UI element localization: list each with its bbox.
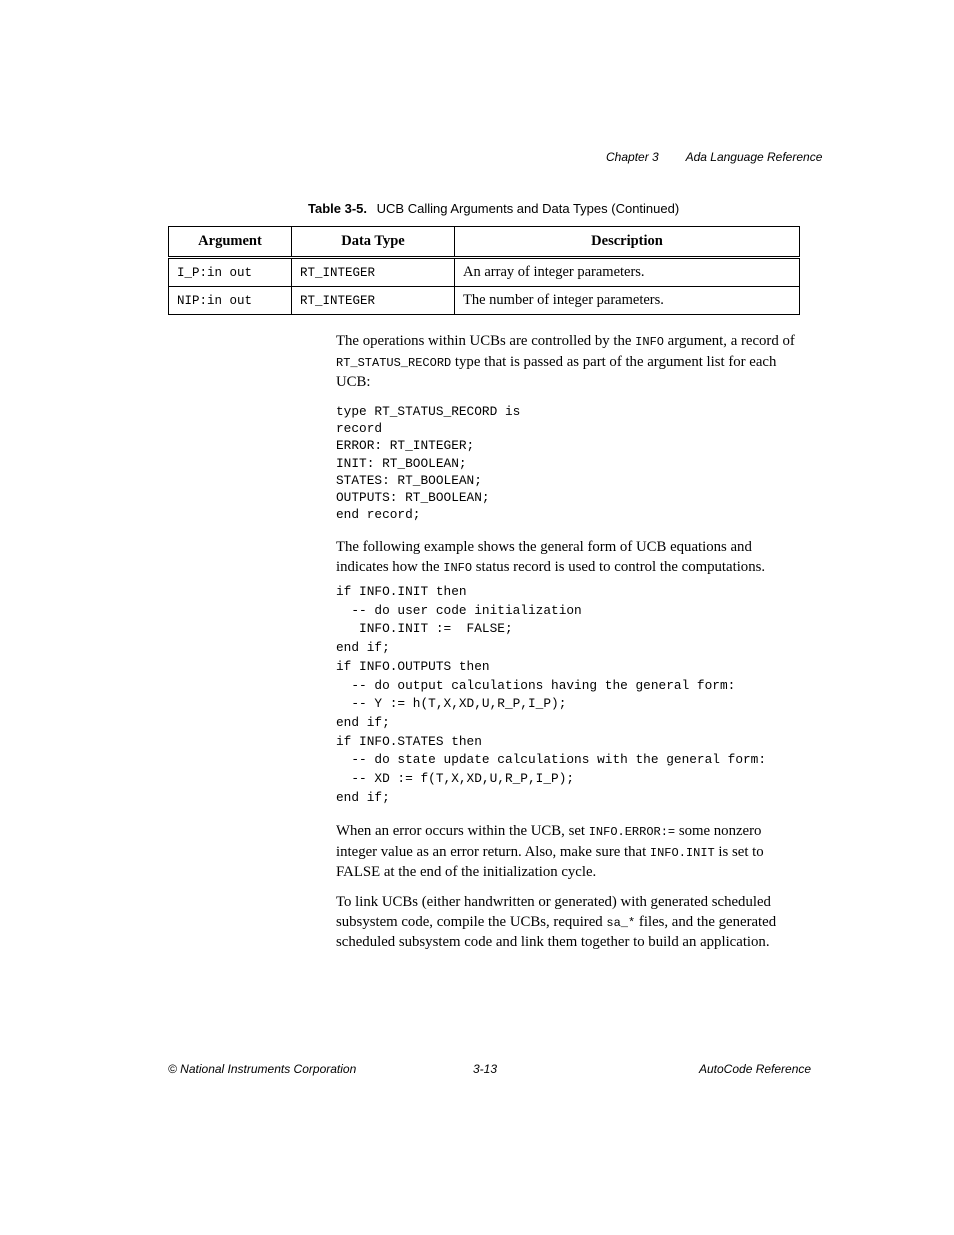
- table-row: [169, 258, 800, 287]
- cell-argument: NIP:in out: [169, 287, 292, 315]
- text-run: type that is passed as part of the argument list for each UCB:: [336, 353, 777, 390]
- text-run: argument, a record of: [663, 333, 795, 349]
- text-run: The operations within UCBs are controlled by the: [336, 333, 636, 349]
- table-header-row: [169, 227, 800, 258]
- header-description: Description: [455, 227, 800, 258]
- running-header: [606, 150, 822, 164]
- inline-code: INFO.INIT: [649, 845, 715, 860]
- cell-description: The number of integer parameters.: [455, 287, 800, 315]
- inline-code: INFO: [635, 335, 664, 349]
- text-run: files, and the generated scheduled subsystem code and link them together to build an application.: [336, 913, 777, 950]
- cell-data-type: RT_INTEGER: [292, 287, 455, 315]
- paragraph-info-argument: [336, 332, 800, 393]
- header-data-type: Data Type: [292, 227, 455, 258]
- footer-copyright: © National Instruments Corporation: [168, 1062, 357, 1076]
- paragraph-error-handling: [336, 822, 800, 883]
- cell-data-type: RT_INTEGER: [292, 258, 455, 287]
- arguments-table: [168, 226, 800, 315]
- inline-code: RT_STATUS_RECORD: [336, 355, 452, 370]
- text-run: status record is used to control the computations.: [472, 558, 766, 575]
- table-title: UCB Calling Arguments and Data Types (Continued): [376, 201, 680, 216]
- code-block-ucb-example: if INFO.INIT then -- do user code initialization INFO.INIT := FALSE; end if; if INFO.OUTPUTS then -- do output calculations having the general form: -- Y := h(T,X,XD,U,R_P,I_P); end if; if INFO.STATES then -- do state update calculations with the general form: -- XD := f(T,X,XD,U,R_P,I_P); end if;: [336, 584, 767, 805]
- footer-manual-title: AutoCode Reference: [699, 1062, 812, 1076]
- table-row: [169, 287, 800, 315]
- text-run: The following example shows the general form of UCB equations and indicates how the: [336, 539, 752, 575]
- text-run: some nonzero integer value as an error return. Also, make sure that: [336, 823, 762, 860]
- cell-argument: I_P:in out: [169, 258, 292, 287]
- inline-code: INFO: [443, 560, 473, 575]
- text-run: To link UCBs (either handwritten or generated) with generated scheduled subsystem code, compile the UCBs, required: [336, 894, 771, 930]
- footer-page-number: 3-13: [473, 1062, 498, 1076]
- inline-code: INFO.ERROR:=: [588, 825, 676, 839]
- table-caption: [308, 201, 679, 216]
- cell-description: An array of integer parameters.: [455, 258, 800, 287]
- section-title: Ada Language Reference: [685, 150, 823, 164]
- header-argument: Argument: [169, 227, 292, 258]
- chapter-label: Chapter 3: [606, 150, 659, 164]
- inline-code: sa_*: [606, 915, 636, 930]
- code-block-status-record: type RT_STATUS_RECORD is record ERROR: RT_INTEGER; INIT: RT_BOOLEAN; STATES: RT_BOOLEAN; OUTPUTS: RT_BOOLEAN; end record;: [336, 404, 521, 523]
- paragraph-example-intro: [336, 538, 800, 578]
- paragraph-linking: [336, 893, 800, 953]
- table-number: Table 3-5.: [308, 201, 368, 216]
- text-run: When an error occurs within the UCB, set: [336, 823, 589, 839]
- text-run: is set to FALSE at the end of the initialization cycle.: [336, 843, 764, 880]
